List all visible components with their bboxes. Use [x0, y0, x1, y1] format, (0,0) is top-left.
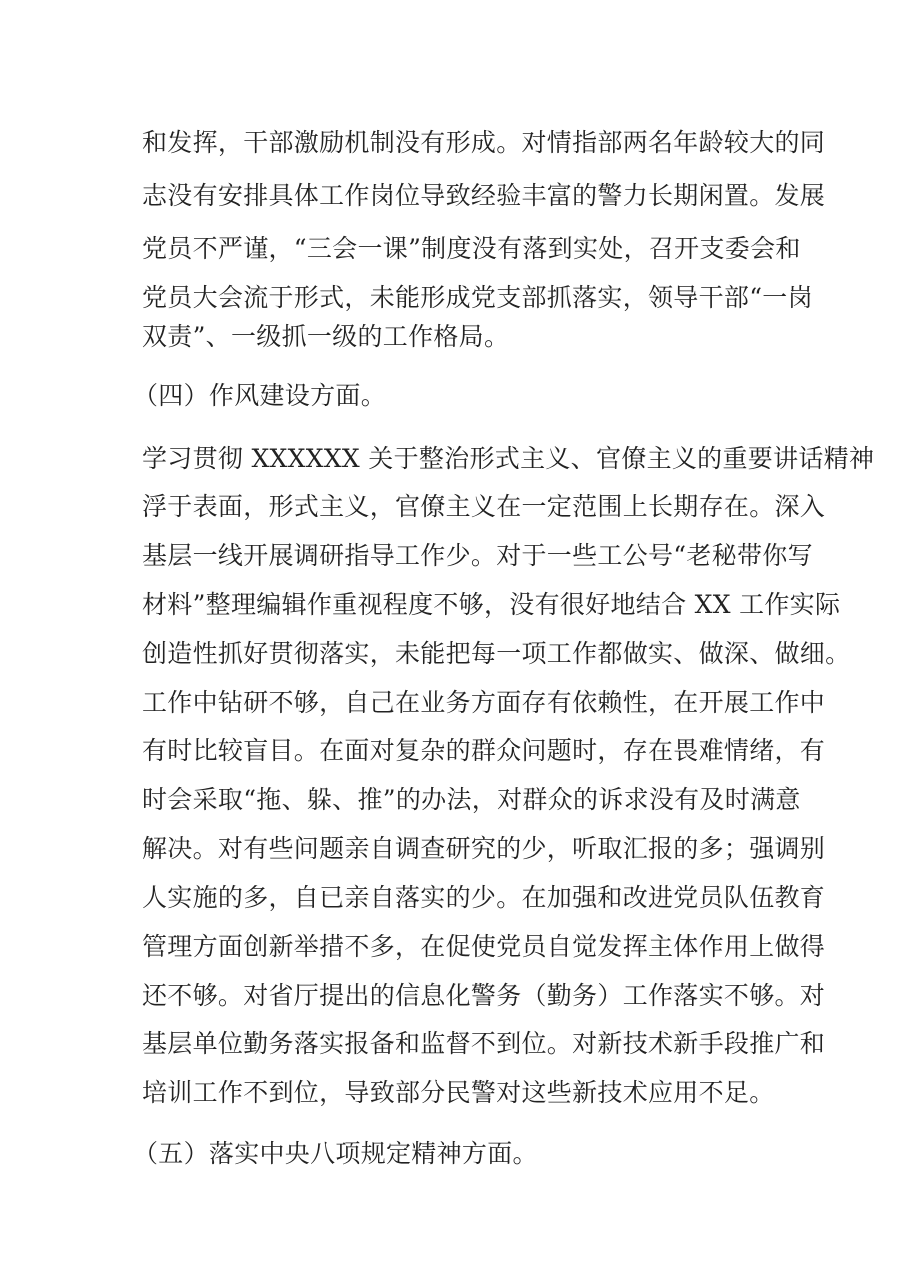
paragraph-line: 工作中钻研不够，自己在业务方面存有依赖性，在开展工作中 — [142, 688, 826, 717]
paragraph-line: 培训工作不到位，导致部分民警对这些新技术应用不足。 — [142, 1078, 775, 1107]
paragraph-line: 人实施的多，自已亲自落实的少。在加强和改进党员队伍教育 — [142, 883, 826, 912]
paragraph-line: 还不够。对省厅提出的信息化警务（勤务）工作落实不够。对 — [142, 981, 826, 1010]
paragraph-line: 有时比较盲目。在面对复杂的群众问题时，存在畏难情绪，有 — [142, 736, 826, 765]
paragraph-line: 浮于表面，形式主义，官僚主义在一定范围上长期存在。深入 — [142, 492, 826, 521]
paragraph-line: 基层单位勤务落实报备和监督不到位。对新技术新手段推广和 — [142, 1029, 826, 1058]
paragraph-line: 党员不严谨，“三会一课”制度没有落到实处，召开支委会和 — [142, 234, 801, 263]
paragraph-line: 管理方面创新举措不多，在促使党员自觉发挥主体作用上做得 — [142, 932, 826, 961]
section-heading-4: （四）作风建设方面。 — [133, 381, 387, 410]
paragraph-line: 时会采取“拖、躲、推”的办法，对群众的诉求没有及时满意 — [142, 785, 801, 814]
paragraph-line: 党员大会流于形式，未能形成党支部抓落实，领导干部“一岗 — [142, 283, 813, 312]
paragraph-line: 材料”整理编辑作重视程度不够，没有很好地结合 XX 工作实际 — [142, 590, 841, 619]
paragraph-line: 双责”、一级抓一级的工作格局。 — [142, 322, 510, 351]
paragraph-line: 基层一线开展调研指导工作少。对于一些工公号“老秘带你写 — [142, 541, 813, 570]
paragraph-line: 志没有安排具体工作岗位导致经验丰富的警力长期闲置。发展 — [142, 181, 826, 210]
paragraph-line: 解决。对有些问题亲自调查研究的少，听取汇报的多；强调别 — [142, 834, 826, 863]
paragraph-line: 学习贯彻 XXXXXX 关于整治形式主义、官僚主义的重要讲话精神 — [142, 444, 875, 473]
paragraph-line: 和发挥，干部激励机制没有形成。对情指部两名年龄较大的同 — [142, 128, 826, 157]
paragraph-line: 创造性抓好贯彻落实，未能把每一项工作都做实、做深、做细。 — [142, 639, 851, 668]
section-heading-5: （五）落实中央八项规定精神方面。 — [133, 1139, 538, 1168]
